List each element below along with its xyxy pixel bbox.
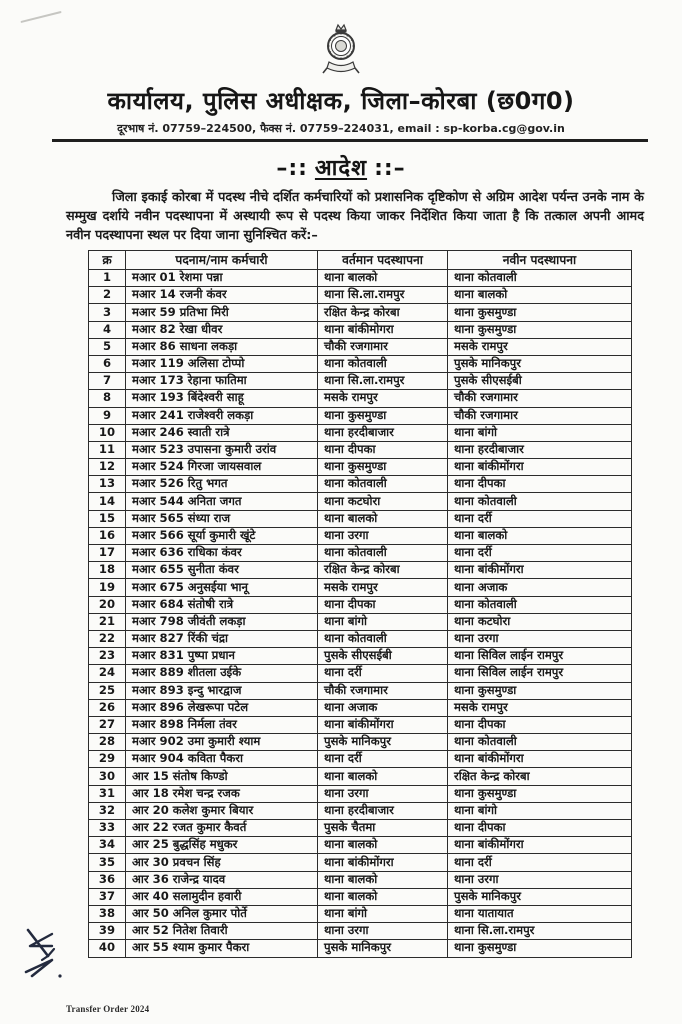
cell-serial: 11: [89, 441, 126, 458]
cell-serial: 21: [89, 613, 126, 630]
cell-serial: 12: [89, 459, 126, 476]
cell-name: आर 40 सलामुदीन हवारी: [126, 888, 318, 905]
table-row: [89, 905, 632, 922]
table-row: [89, 802, 632, 819]
cell-serial: 36: [89, 871, 126, 888]
table-row: [89, 304, 632, 321]
cell-new-posting: थाना दीपका: [448, 716, 632, 733]
cell-new-posting: थाना दर्री: [448, 854, 632, 871]
cell-current-posting: थाना बांकीमोगरा: [318, 321, 448, 338]
cell-new-posting: थाना कुसमुण्डा: [448, 682, 632, 699]
police-crest-icon: [318, 65, 364, 84]
cell-name: मआर 59 प्रतिभा मिरी: [126, 304, 318, 321]
cell-name: मआर 565 संध्या राज: [126, 510, 318, 527]
order-heading-prefix: –::: [276, 156, 308, 181]
cell-current-posting: थाना कुसमुण्डा: [318, 407, 448, 424]
cell-serial: 15: [89, 510, 126, 527]
cell-current-posting: थाना बांकीमोंगरा: [318, 854, 448, 871]
cell-new-posting: पुसके सीएसईबी: [448, 373, 632, 390]
cell-current-posting: चौकी रजगामार: [318, 682, 448, 699]
cell-name: मआर 684 संतोषी रात्रे: [126, 596, 318, 613]
cell-name: मआर 889 शीतला उईके: [126, 665, 318, 682]
cell-current-posting: मसके रामपुर: [318, 390, 448, 407]
table-row: [89, 270, 632, 287]
cell-name: मआर 82 रेखा धीवर: [126, 321, 318, 338]
cell-new-posting: पुसके मानिकपुर: [448, 355, 632, 372]
cell-current-posting: थाना कुसमुण्डा: [318, 459, 448, 476]
cell-serial: 38: [89, 905, 126, 922]
cell-name: मआर 241 राजेश्वरी लकड़ा: [126, 407, 318, 424]
cell-name: मआर 904 कविता पैकरा: [126, 751, 318, 768]
cell-new-posting: थाना कुसमुण्डा: [448, 321, 632, 338]
cell-name: मआर 246 स्वाती रात्रे: [126, 424, 318, 441]
cell-new-posting: थाना अजाक: [448, 579, 632, 596]
cell-current-posting: थाना दीपका: [318, 441, 448, 458]
cell-name: मआर 902 उमा कुमारी श्याम: [126, 734, 318, 751]
table-row: [89, 665, 632, 682]
cell-new-posting: थाना बांगो: [448, 802, 632, 819]
cell-serial: 28: [89, 734, 126, 751]
cell-name: मआर 01 रेशमा पन्ना: [126, 270, 318, 287]
table-row: [89, 407, 632, 424]
cell-current-posting: थाना कोतवाली: [318, 630, 448, 647]
table-row: [89, 785, 632, 802]
table-row: [89, 716, 632, 733]
transfer-table-body: [89, 270, 632, 958]
cell-serial: 8: [89, 390, 126, 407]
cell-current-posting: पुसके मानिकपुर: [318, 734, 448, 751]
cell-current-posting: थाना कोतवाली: [318, 355, 448, 372]
cell-new-posting: थाना बालको: [448, 287, 632, 304]
header-divider: [52, 139, 648, 142]
cell-serial: 13: [89, 476, 126, 493]
table-row: [89, 321, 632, 338]
cell-current-posting: थाना कटघोरा: [318, 493, 448, 510]
cell-current-posting: पुसके सीएसईबी: [318, 648, 448, 665]
table-row: [89, 699, 632, 716]
table-row: [89, 630, 632, 647]
cell-serial: 25: [89, 682, 126, 699]
cell-serial: 19: [89, 579, 126, 596]
cell-name: आर 25 बुद्धसिंह मधुकर: [126, 837, 318, 854]
cell-serial: 16: [89, 527, 126, 544]
cell-name: मआर 655 सुनीता कंवर: [126, 562, 318, 579]
cell-name: मआर 798 जीवंती लकड़ा: [126, 613, 318, 630]
cell-current-posting: मसके रामपुर: [318, 579, 448, 596]
table-row: [89, 768, 632, 785]
cell-new-posting: थाना दीपका: [448, 820, 632, 837]
table-row: [89, 854, 632, 871]
cell-serial: 26: [89, 699, 126, 716]
cell-current-posting: थाना सि.ला.रामपुर: [318, 287, 448, 304]
cell-name: मआर 526 रितु भगत: [126, 476, 318, 493]
document-header: [0, 22, 682, 84]
cell-current-posting: थाना बालको: [318, 837, 448, 854]
table-row: [89, 476, 632, 493]
table-row: [89, 923, 632, 940]
cell-name: आर 36 राजेन्द्र यादव: [126, 871, 318, 888]
cell-new-posting: थाना बांकीमोंगरा: [448, 459, 632, 476]
cell-new-posting: थाना कुसमुण्डा: [448, 785, 632, 802]
office-title: कार्यालय, पुलिस अधीक्षक, जिला–कोरबा (छ0ग0): [107, 87, 575, 115]
cell-serial: 20: [89, 596, 126, 613]
cell-current-posting: थाना बालको: [318, 510, 448, 527]
cell-new-posting: थाना कोतवाली: [448, 596, 632, 613]
cell-current-posting: पुसके मानिकपुर: [318, 940, 448, 957]
table-row: [89, 545, 632, 562]
order-paragraph: जिला इकाई कोरबा में पदस्थ नीचे दर्शित कर्मचारियों को प्रशासनिक दृष्टिकोण से अग्रिम आदेश पर्यन्त उनके नाम के सम्मुख दर्शाये नवीन पदस्थापना में अस्थायी रूप से पदस्थ किया जाकर निर्देशित किया जाता है कि तत्काल अपनी आमद नवीन पदस्थापना स्थल पर दिया जाना सुनिश्चित करें:–: [66, 190, 644, 244]
cell-current-posting: थाना बालको: [318, 871, 448, 888]
cell-current-posting: रक्षित केन्द्र कोरबा: [318, 562, 448, 579]
cell-name: मआर 524 गिरजा जायसवाल: [126, 459, 318, 476]
cell-serial: 23: [89, 648, 126, 665]
cell-serial: 39: [89, 923, 126, 940]
table-row: [89, 579, 632, 596]
table-row: [89, 338, 632, 355]
order-heading-word: आदेश: [314, 156, 368, 181]
cell-name: मआर 636 राधिका कंवर: [126, 545, 318, 562]
cell-current-posting: थाना उरगा: [318, 923, 448, 940]
cell-new-posting: थाना दीपका: [448, 476, 632, 493]
table-row: [89, 510, 632, 527]
table-row: [89, 424, 632, 441]
cell-name: मआर 898 निर्मला तंवर: [126, 716, 318, 733]
table-row: [89, 527, 632, 544]
table-row: [89, 820, 632, 837]
cell-name: आर 30 प्रवचन सिंह: [126, 854, 318, 871]
cell-serial: 14: [89, 493, 126, 510]
table-row: [89, 734, 632, 751]
cell-current-posting: थाना अजाक: [318, 699, 448, 716]
cell-name: आर 50 अनिल कुमार पोर्ते: [126, 905, 318, 922]
cell-new-posting: थाना सिविल लाईन रामपुर: [448, 648, 632, 665]
cell-new-posting: थाना कुसमुण्डा: [448, 940, 632, 957]
contact-line: दूरभाष नं. 07759–224500, फैक्स नं. 07759–224031, email : sp-korba.cg@gov.in: [117, 122, 565, 135]
cell-serial: 17: [89, 545, 126, 562]
table-row: [89, 940, 632, 957]
cell-serial: 33: [89, 820, 126, 837]
cell-new-posting: थाना कोतवाली: [448, 734, 632, 751]
cell-new-posting: थाना हरदीबाजार: [448, 441, 632, 458]
cell-new-posting: थाना बांगो: [448, 424, 632, 441]
cell-name: मआर 566 सूर्या कुमारी खूंटे: [126, 527, 318, 544]
cell-current-posting: थाना बालको: [318, 270, 448, 287]
cell-serial: 29: [89, 751, 126, 768]
column-header-name: पदनाम/नाम कर्मचारी: [126, 251, 318, 270]
table-row: [89, 888, 632, 905]
column-header-current-posting: वर्तमान पदस्थापना: [318, 251, 448, 270]
cell-new-posting: चौकी रजगामार: [448, 407, 632, 424]
cell-new-posting: थाना उरगा: [448, 630, 632, 647]
cell-new-posting: थाना कुसमुण्डा: [448, 304, 632, 321]
cell-new-posting: थाना दर्री: [448, 510, 632, 527]
table-row: [89, 613, 632, 630]
cell-new-posting: थाना बांकीमोंगरा: [448, 751, 632, 768]
cell-serial: 30: [89, 768, 126, 785]
faint-pencil-line: [20, 11, 61, 23]
column-header-serial: क्र: [89, 251, 126, 270]
cell-serial: 32: [89, 802, 126, 819]
cell-serial: 31: [89, 785, 126, 802]
cell-serial: 7: [89, 373, 126, 390]
cell-current-posting: थाना उरगा: [318, 527, 448, 544]
cell-name: मआर 675 अनुसईया भानू: [126, 579, 318, 596]
cell-name: मआर 831 पुष्पा प्रधान: [126, 648, 318, 665]
cell-new-posting: मसके रामपुर: [448, 699, 632, 716]
table-row: [89, 355, 632, 372]
cell-serial: 1: [89, 270, 126, 287]
table-row: [89, 596, 632, 613]
cell-name: मआर 893 इन्दु भारद्वाज: [126, 682, 318, 699]
cell-name: मआर 14 रजनी कंवर: [126, 287, 318, 304]
cell-new-posting: रक्षित केन्द्र कोरबा: [448, 768, 632, 785]
table-row: [89, 287, 632, 304]
table-row: [89, 648, 632, 665]
pen-scribble-mark: [18, 916, 74, 984]
table-row: [89, 390, 632, 407]
cell-serial: 4: [89, 321, 126, 338]
cell-current-posting: पुसके चैतमा: [318, 820, 448, 837]
cell-serial: 5: [89, 338, 126, 355]
cell-new-posting: थाना दर्री: [448, 545, 632, 562]
cell-current-posting: थाना बालको: [318, 768, 448, 785]
cell-current-posting: थाना दीपका: [318, 596, 448, 613]
cell-new-posting: थाना बांकीमोंगरा: [448, 562, 632, 579]
cell-serial: 27: [89, 716, 126, 733]
cell-name: मआर 896 लेखरूपा पटेल: [126, 699, 318, 716]
order-heading: [0, 152, 682, 182]
cell-name: मआर 86 साधना लकड़ा: [126, 338, 318, 355]
cell-new-posting: थाना कटघोरा: [448, 613, 632, 630]
cell-serial: 24: [89, 665, 126, 682]
cell-current-posting: थाना हरदीबाजार: [318, 802, 448, 819]
cell-serial: 2: [89, 287, 126, 304]
cell-serial: 22: [89, 630, 126, 647]
cell-serial: 3: [89, 304, 126, 321]
cell-name: आर 55 श्याम कुमार पैकरा: [126, 940, 318, 957]
cell-serial: 10: [89, 424, 126, 441]
transfer-table: [88, 250, 632, 958]
table-row: [89, 562, 632, 579]
column-header-new-posting: नवीन पदस्थापना: [448, 251, 632, 270]
cell-current-posting: थाना सि.ला.रामपुर: [318, 373, 448, 390]
cell-name: आर 20 कलेश कुमार बियार: [126, 802, 318, 819]
table-row: [89, 459, 632, 476]
cell-serial: 18: [89, 562, 126, 579]
cell-name: मआर 523 उपासना कुमारी उरांव: [126, 441, 318, 458]
footer-note: Transfer Order 2024: [66, 1004, 150, 1014]
cell-current-posting: थाना बांकीमोंगरा: [318, 716, 448, 733]
table-row: [89, 493, 632, 510]
table-row: [89, 682, 632, 699]
cell-current-posting: थाना उरगा: [318, 785, 448, 802]
cell-new-posting: थाना उरगा: [448, 871, 632, 888]
cell-current-posting: थाना कोतवाली: [318, 476, 448, 493]
cell-serial: 37: [89, 888, 126, 905]
cell-new-posting: थाना सि.ला.रामपुर: [448, 923, 632, 940]
cell-current-posting: थाना बांगो: [318, 613, 448, 630]
cell-new-posting: मसके रामपुर: [448, 338, 632, 355]
cell-name: मआर 544 अनिता जगत: [126, 493, 318, 510]
cell-new-posting: थाना सिविल लाईन रामपुर: [448, 665, 632, 682]
cell-new-posting: थाना यातायात: [448, 905, 632, 922]
cell-current-posting: थाना बालको: [318, 888, 448, 905]
cell-new-posting: थाना बांकीमोंगरा: [448, 837, 632, 854]
cell-name: आर 18 रमेश चन्द्र रजक: [126, 785, 318, 802]
cell-name: आर 52 नितेश तिवारी: [126, 923, 318, 940]
cell-serial: 6: [89, 355, 126, 372]
cell-current-posting: थाना दर्री: [318, 751, 448, 768]
cell-serial: 35: [89, 854, 126, 871]
cell-serial: 40: [89, 940, 126, 957]
cell-name: मआर 119 अलिसा टोप्पो: [126, 355, 318, 372]
cell-name: आर 15 संतोष किण्डो: [126, 768, 318, 785]
cell-new-posting: थाना कोतवाली: [448, 493, 632, 510]
order-heading-suffix: ::–: [374, 156, 406, 181]
cell-current-posting: रक्षित केन्द्र कोरबा: [318, 304, 448, 321]
cell-name: आर 22 रजत कुमार कैवर्त: [126, 820, 318, 837]
cell-name: मआर 193 बिंदेश्वरी साहू: [126, 390, 318, 407]
cell-new-posting: थाना कोतवाली: [448, 270, 632, 287]
table-row: [89, 373, 632, 390]
table-row: [89, 871, 632, 888]
cell-serial: 9: [89, 407, 126, 424]
table-header-row: [89, 251, 632, 270]
cell-new-posting: पुसके मानिकपुर: [448, 888, 632, 905]
cell-name: मआर 173 रेहाना फातिमा: [126, 373, 318, 390]
cell-new-posting: थाना बालको: [448, 527, 632, 544]
table-row: [89, 441, 632, 458]
cell-current-posting: थाना कोतवाली: [318, 545, 448, 562]
cell-serial: 34: [89, 837, 126, 854]
cell-current-posting: थाना दर्री: [318, 665, 448, 682]
cell-name: मआर 827 रिंकी चंद्रा: [126, 630, 318, 647]
cell-current-posting: थाना हरदीबाजार: [318, 424, 448, 441]
cell-current-posting: चौकी रजगामार: [318, 338, 448, 355]
cell-current-posting: थाना बांगो: [318, 905, 448, 922]
table-row: [89, 837, 632, 854]
table-row: [89, 751, 632, 768]
cell-new-posting: चौकी रजगामार: [448, 390, 632, 407]
